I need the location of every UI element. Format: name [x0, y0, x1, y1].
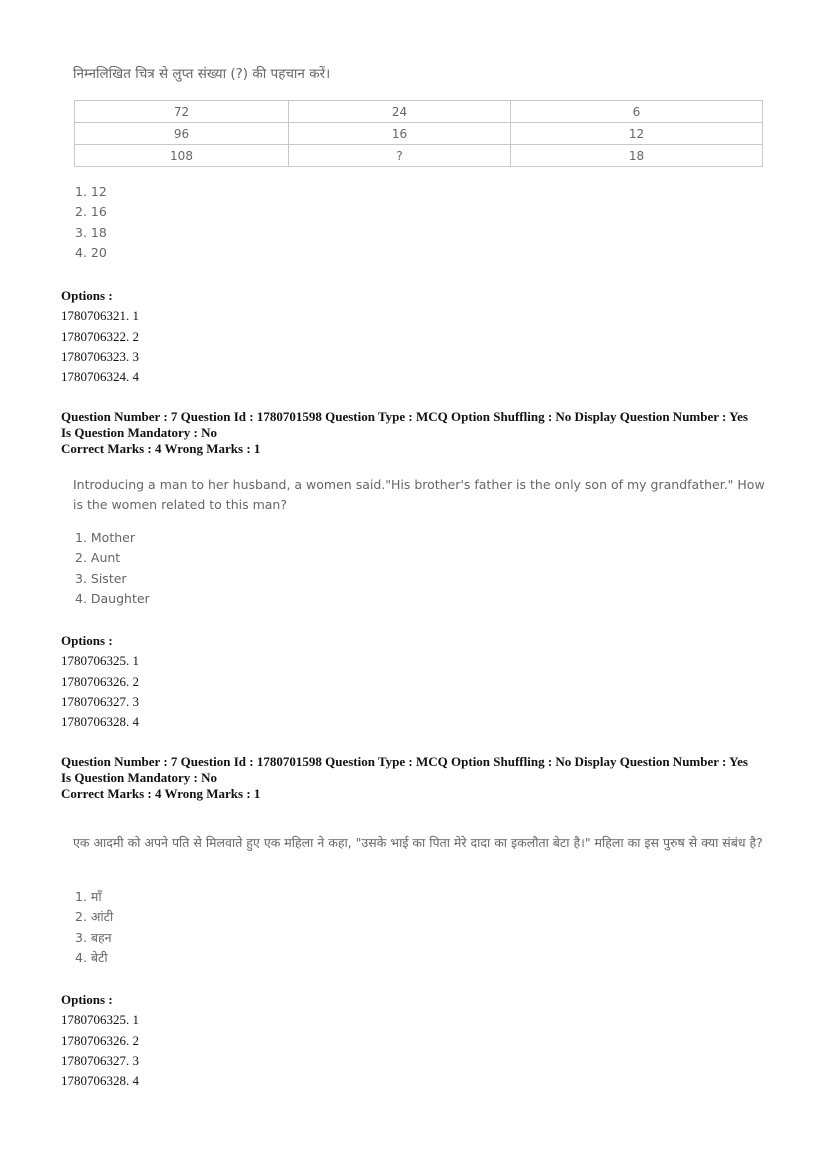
choice-item: 1. माँ: [75, 889, 102, 904]
answer-choices: [75, 528, 150, 609]
question-meta: [61, 754, 781, 802]
table-cell: 6: [511, 101, 763, 123]
options-heading: Options :: [61, 633, 113, 648]
options-section: [61, 286, 139, 387]
number-table: [74, 100, 763, 167]
table-cell: 24: [289, 101, 511, 123]
options-heading: Options :: [61, 992, 113, 1007]
answer-choices: [75, 887, 113, 968]
table-cell: 12: [511, 123, 763, 145]
choice-item: 2. 16: [75, 204, 107, 220]
option-id: 1780706322. 2: [61, 328, 139, 344]
option-id: 1780706326. 2: [61, 673, 139, 689]
table-cell: 108: [75, 145, 289, 167]
marks-line: Correct Marks : 4 Wrong Marks : 1: [61, 441, 261, 456]
table-row: [75, 101, 763, 123]
option-id: 1780706328. 4: [61, 714, 139, 730]
option-id: 1780706327. 3: [61, 1052, 139, 1068]
table-cell: ?: [289, 145, 511, 167]
option-id: 1780706325. 1: [61, 653, 139, 669]
choice-item: 4. Daughter: [75, 590, 150, 606]
choice-item: 1. Mother: [75, 530, 135, 545]
question-text: एक आदमी को अपने पति से मिलवाते हुए एक महिला ने कहा, "उसके भाई का पिता मेरे दादा का इकलौता बेटा है।" महिला का इस पुरुष से क्या संबंध है?: [73, 835, 763, 850]
answer-choices: [75, 182, 107, 263]
options-section: [61, 631, 139, 732]
options-section: [61, 990, 139, 1091]
choice-item: 2. आंटी: [75, 909, 114, 925]
meta-line: Question Number : 7 Question Id : 1780701598 Question Type : MCQ Option Shuffling : No Display Question Number : Yes: [61, 754, 748, 769]
options-heading: Options :: [61, 288, 113, 303]
table-row: [75, 145, 763, 167]
choice-item: 1. 12: [75, 184, 107, 199]
question-meta: [61, 409, 781, 457]
question-text: Introducing a man to her husband, a women said."His brother's father is the only son of my grandfather." How is the women related to this man?: [73, 477, 765, 512]
table-cell: 96: [75, 123, 289, 145]
marks-line: Correct Marks : 4 Wrong Marks : 1: [61, 786, 261, 801]
table-cell: 18: [511, 145, 763, 167]
choice-item: 4. 20: [75, 244, 107, 260]
question-text: निम्नलिखित चित्र से लुप्त संख्या (?) की पहचान करें।: [73, 66, 331, 82]
table-cell: 16: [289, 123, 511, 145]
meta-line: Question Number : 7 Question Id : 1780701598 Question Type : MCQ Option Shuffling : No Display Question Number : Yes: [61, 409, 748, 424]
meta-line: Is Question Mandatory : No: [61, 770, 218, 785]
option-id: 1780706323. 3: [61, 348, 139, 364]
choice-item: 3. बहन: [75, 929, 112, 945]
option-id: 1780706324. 4: [61, 369, 139, 385]
choice-item: 3. 18: [75, 224, 107, 240]
option-id: 1780706327. 3: [61, 693, 139, 709]
meta-line: Is Question Mandatory : No: [61, 425, 218, 440]
option-id: 1780706326. 2: [61, 1032, 139, 1048]
choice-item: 4. बेटी: [75, 949, 108, 965]
table-cell: 72: [75, 101, 289, 123]
option-id: 1780706328. 4: [61, 1073, 139, 1089]
table-row: [75, 123, 763, 145]
choice-item: 3. Sister: [75, 570, 127, 586]
option-id: 1780706325. 1: [61, 1012, 139, 1028]
option-id: 1780706321. 1: [61, 308, 139, 324]
choice-item: 2. Aunt: [75, 550, 121, 566]
